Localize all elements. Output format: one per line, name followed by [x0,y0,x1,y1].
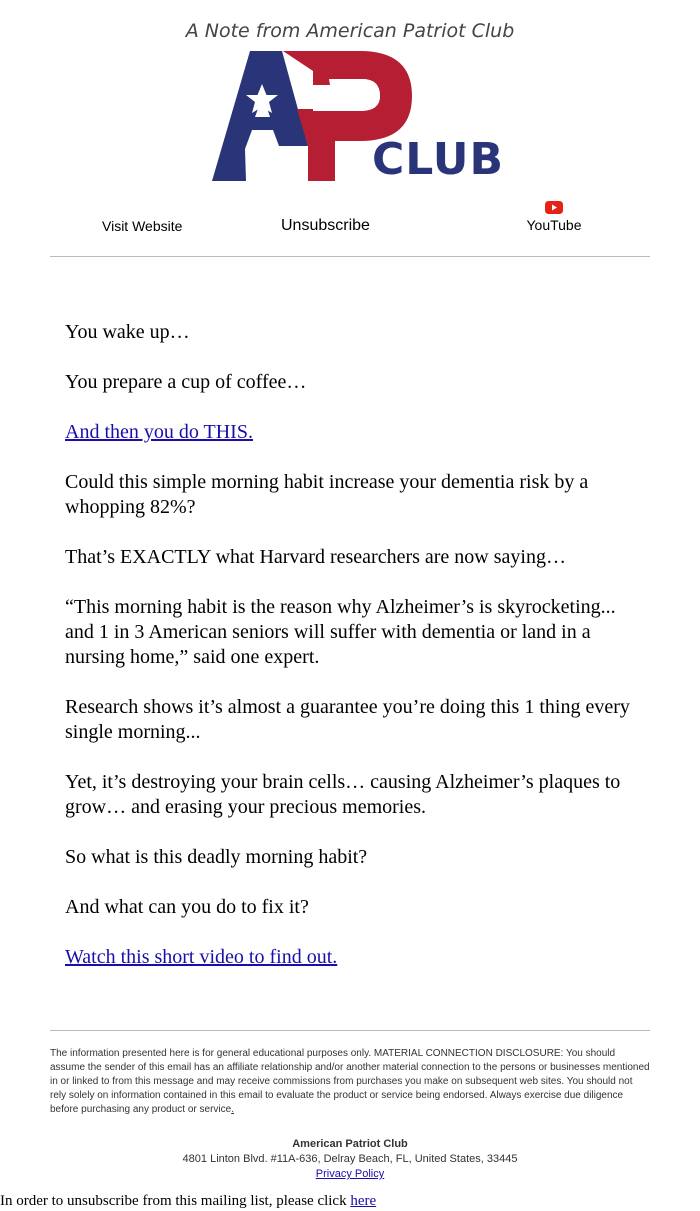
disclosure-text [50,1047,650,1117]
email-body [65,320,640,995]
unsubscribe-here-link[interactable]: here [350,1193,377,1209]
disclosure-link[interactable]: . [231,1104,234,1115]
youtube-icon [545,201,563,214]
logo-letter-a [212,51,308,181]
body-paragraph: You wake up… [65,321,190,343]
youtube-label: YouTube [526,217,582,233]
logo-wordmark: CLUB [372,134,505,185]
privacy-policy-link[interactable]: Privacy Policy [315,1168,385,1180]
unsubscribe-notice-text: In order to unsubscribe from this mailing list, please click [0,1193,351,1209]
body-paragraph: “This morning habit is the reason why Alzheimer’s is skyrocketing... and 1 in 3 American seniors will suffer with dementia or land in a nursing home,” said one expert. [65,596,616,668]
cta-link-this[interactable]: And then you do THIS. [65,421,253,443]
unsubscribe-notice [0,1192,376,1210]
footer-address: 4801 Linton Blvd. #11A-636, Delray Beach, FL, United States, 33445 [182,1153,518,1165]
body-paragraph: You prepare a cup of coffee… [65,371,307,393]
body-paragraph: That’s EXACTLY what Harvard researchers are now saying… [65,546,566,568]
body-paragraph: Yet, it’s destroying your brain cells… causing Alzheimer’s plaques to grow… and erasing your precious memories. [65,771,621,818]
body-paragraph: Research shows it’s almost a guarantee you’re doing this 1 thing every single morning... [65,696,630,743]
footer [0,1137,700,1182]
disclosure-body: The information presented here is for general educational purposes only. MATERIAL CONNECTION DISCLOSURE: You should assume the sender of this email has an affiliate relationship and/or another material connection to the persons or businesses mentioned in or linked to from this message and may receive commissions from purchases you make on subsequent web sites. You should not rely solely on information contained in this email to evaluate the product or service being endorsed. Always exercise due diligence before purchasing any product or service [50,1048,650,1115]
cta-link-video[interactable]: Watch this short video to find out. [65,946,338,968]
unsubscribe-link[interactable]: Unsubscribe [281,217,370,234]
divider [50,1030,650,1031]
header-nav [50,200,650,245]
body-paragraph: Could this simple morning habit increase your dementia risk by a whopping 82%? [65,471,589,518]
header-note: A Note from American Patriot Club [185,20,515,42]
logo-eagle-icon [330,79,380,111]
visit-website-link[interactable]: Visit Website [102,218,183,234]
body-paragraph: So what is this deadly morning habit? [65,846,368,868]
footer-org-name: American Patriot Club [292,1138,408,1150]
body-paragraph: And what can you do to fix it? [65,896,309,918]
divider [50,256,650,257]
youtube-link[interactable] [526,200,582,233]
